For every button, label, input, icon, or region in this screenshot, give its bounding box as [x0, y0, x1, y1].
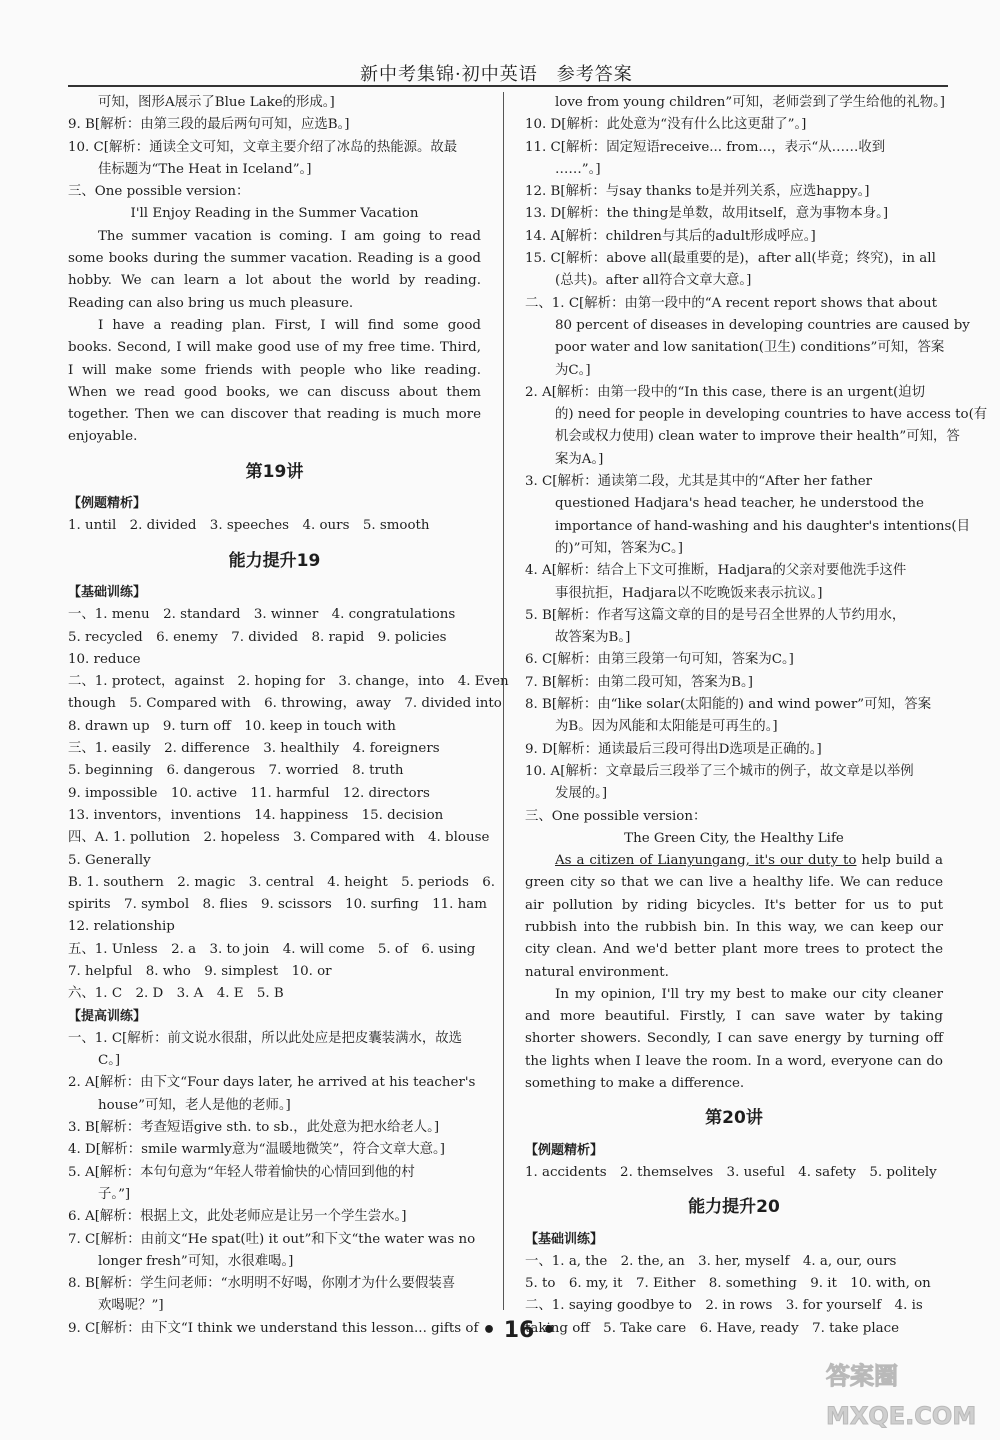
answer-line: ……”。]	[555, 161, 601, 177]
answer-line: 案为A。]	[555, 451, 604, 467]
answer-line: 三、One possible version：	[68, 184, 250, 200]
answer-line: importance of hand-washing and his daughter's intentions(目	[555, 518, 970, 534]
section-title: 能力提升19	[228, 550, 321, 571]
answer-line: 5. Generally	[68, 852, 151, 868]
section-subheading: 【提高训练】	[68, 1008, 147, 1024]
page-header-title: 新中考集锦·初中英语 参考答案	[360, 64, 633, 85]
answer-line: 二、1. C[解析：由第一段中的“A recent report shows that about	[525, 295, 937, 311]
answer-line: 6. A[解析：根据上文，此处老师应是让另一个学生尝水。]	[68, 1209, 407, 1225]
essay-title: I'll Enjoy Reading in the Summer Vacation	[130, 206, 419, 222]
essay-paragraph: I have a reading plan. First, I will find some good books. Second, I will make good use of my free time. Third, I will make some friends with people who like reading. When we read good books, we can discuss about them together. Then we can discover that reading is much more enjoyable.	[68, 317, 481, 445]
section-title: 第20讲	[705, 1108, 763, 1129]
paragraph-text: help build a green city so that we can live a healthy life. We can reduce air pollution by riding bicycles. It's better for us to put rubbish into the rubbish bin. In this way, we can keep our city clean. And we'd better plant more trees to protect the natural environment.	[525, 853, 943, 980]
answer-line: 2. A[解析：由下文“Four days later, he arrived at his teacher's	[68, 1075, 476, 1091]
answer-line: 10. A[解析：文章最后三段举了三个城市的例子，故文章是以举例	[525, 763, 914, 779]
essay-title: The Green City, the Healthy Life	[624, 830, 844, 846]
answer-line: 13. D[解析：the thing是单数，故用itself，意为事物本身。]	[525, 206, 889, 222]
watermark-top-text: 答案圈	[826, 1362, 898, 1390]
answer-line: 一、1. menu 2. standard 3. winner 4. congratulations	[68, 607, 456, 623]
answer-line: 六、1. C 2. D 3. A 4. E 5. B	[68, 986, 284, 1002]
answer-line: 3. C[解析：通读第二段，尤其是其中的“After her father	[525, 474, 873, 490]
answer-line: 佳标题为“The Heat in Iceland”。]	[98, 161, 312, 177]
answer-line: 13. inventors，inventions 14. happiness 15. decision	[68, 807, 444, 823]
answer-line: poor water and low sanitation(卫生) conditions”可知，答案	[555, 340, 945, 356]
answer-line: 4. A[解析：结合上下文可推断，Hadjara的父亲对要他洗手这件	[525, 563, 907, 579]
underlined-phrase: As a citizen of Lianyungang, it's our duty to	[555, 853, 857, 869]
answer-line: 14. A[解析：children与其后的adult形成呼应。]	[525, 228, 816, 244]
section-subheading: 【基础训练】	[525, 1231, 604, 1247]
answer-line: 子。”]	[98, 1186, 131, 1202]
answer-line: 3. B[解析：考查短语give sth. to sb.，此处意为把水给老人。]	[68, 1120, 440, 1136]
answer-line: 为C。]	[555, 362, 591, 378]
answer-line: 二、1. protect，against 2. hoping for 3. change，into 4. Even	[68, 674, 509, 690]
answer-line: longer fresh”可知，水很难喝。]	[98, 1253, 294, 1269]
answer-line: 故答案为B。]	[555, 630, 631, 646]
answer-line: 12. B[解析：与say thanks to是并列关系，应选happy。]	[525, 184, 870, 200]
answer-line: 9. C[解析：由下文“I think we understand this lesson... gifts of	[68, 1320, 479, 1336]
answer-line: 1. accidents 2. themselves 3. useful 4. safety 5. politely	[525, 1164, 937, 1180]
essay-paragraph: In my opinion, I'll try my best to make our city cleaner and more beautiful. Firstly, I can save water by taking shorter showers. Secondly, I can save energy by turning off the lights when I leave the room. In a word, everyone can do something to make a difference.	[525, 986, 943, 1092]
left-column	[68, 92, 509, 1340]
watermark-logo	[820, 1352, 995, 1434]
answer-line: 9. D[解析：通读最后三段可得出D选项是正确的。]	[525, 741, 822, 757]
answer-line: 15. C[解析：above all(最重要的是)，after all(毕竟；终究)，in all	[525, 251, 936, 267]
page-number: • 16 •	[482, 1318, 557, 1343]
answer-line: 5. to 6. my, it 7. Either 8. something 9. it 10. with, on	[525, 1276, 931, 1292]
answer-line: 10. D[解析：此处意为“没有什么比这更甜了”。]	[525, 117, 807, 133]
answer-line: 6. C[解析：由第三段第一句可知，答案为C。]	[525, 652, 794, 668]
answer-line: 一、1. a, the 2. the, an 3. her, myself 4. a, our, ours	[525, 1253, 897, 1269]
essay-paragraph: The summer vacation is coming. I am going to read some books during the summer vacation. Reading is a good hobby. We can learn a lot about the world by reading. Reading can also bring us much pleasure.	[68, 228, 481, 311]
right-column	[525, 92, 988, 1340]
answer-line: 8. B[解析：由“like solar(太阳能的) and wind power”可知，答案	[525, 697, 932, 713]
section-title: 第19讲	[245, 461, 304, 482]
answer-line: 10. C[解析：通读全文可知，文章主要介绍了冰岛的热能源。故最	[68, 139, 458, 155]
answer-line: 机会或权力使用) clean water to improve their health”可知，答	[555, 429, 960, 445]
section-subheading: 【例题精析】	[68, 496, 147, 512]
column-divider	[503, 92, 504, 1310]
answer-line: spirits 7. symbol 8. flies 9. scissors 10. surfing 11. ham	[68, 897, 487, 913]
answer-line: 的)”可知，答案为C。]	[555, 540, 683, 556]
essay-paragraph	[525, 850, 943, 984]
section-subheading: 【例题精析】	[525, 1142, 604, 1158]
answer-line: 为B。因为风能和太阳能是可再生的。]	[555, 719, 778, 735]
answer-line: taking off 5. Take care 6. Have, ready 7. take place	[525, 1320, 900, 1336]
answer-line: C。]	[98, 1053, 121, 1069]
answer-line: 五、1. Unless 2. a 3. to join 4. will come 5. of 6. using	[68, 941, 476, 957]
answer-line: 8. drawn up 9. turn off 10. keep in touch with	[68, 718, 396, 734]
answer-line: 发展的。]	[555, 786, 608, 802]
watermark-bottom-text: MXQE.COM	[826, 1402, 977, 1430]
section-subheading: 【基础训练】	[68, 584, 147, 600]
answer-line: 可知，图形A展示了Blue Lake的形成。]	[98, 95, 335, 110]
answer-line: 事很抗拒，Hadjara以不吃晚饭来表示抗议。]	[555, 585, 823, 601]
answer-line: 5. beginning 6. dangerous 7. worried 8. truth	[68, 763, 404, 779]
answer-line: 12. relationship	[68, 919, 175, 935]
answer-line: 7. helpful 8. who 9. simplest 10. or	[68, 963, 332, 979]
answer-line: 一、1. C[解析：前文说水很甜，所以此处应是把皮囊装满水，故选	[68, 1030, 463, 1046]
answer-line: 5. B[解析：作者写这篇文章的目的是号召全世界的人节约用水，	[525, 607, 906, 623]
answer-line: 5. recycled 6. enemy 7. divided 8. rapid 9. policies	[68, 629, 447, 645]
answer-line: 8. B[解析：学生问老师：“水明明不好喝，你刚才为什么要假装喜	[68, 1276, 456, 1292]
answer-line: 9. impossible 10. active 11. harmful 12. directors	[68, 785, 430, 801]
answer-line: 9. B[解析：由第三段的最后两句可知，应选B。]	[68, 117, 350, 133]
answer-line: 80 percent of diseases in developing countries are caused by	[555, 317, 970, 333]
answer-line: 10. reduce	[68, 651, 141, 667]
answer-line: 11. C[解析：固定短语receive... from...，表示“从……收到	[525, 139, 886, 155]
answer-line: 三、One possible version：	[525, 808, 707, 824]
answer-line: 欢喝呢？”]	[98, 1298, 164, 1314]
answer-line: though 5. Compared with 6. throwing，away 7. divided into	[68, 696, 502, 712]
answer-line: B. 1. southern 2. magic 3. central 4. height 5. periods 6.	[68, 874, 495, 890]
answer-line: love from young children”可知，老师尝到了学生给他的礼物。]	[555, 95, 945, 110]
answer-line: 7. C[解析：由前文“He spat(吐) it out”和下文“the water was no	[68, 1231, 476, 1247]
section-title: 能力提升20	[688, 1197, 780, 1218]
answer-line: 2. A[解析：由第一段中的“In this case, there is an urgent(迫切	[525, 384, 925, 400]
answer-line: 4. D[解析：smile warmly意为“温暖地微笑”，符合文章大意。]	[68, 1142, 445, 1158]
answer-line: 四、A. 1. pollution 2. hopeless 3. Compared with 4. blouse	[68, 830, 490, 846]
answer-line: 5. A[解析：本句句意为“年轻人带着愉快的心情回到他的村	[68, 1164, 415, 1180]
answer-line: questioned Hadjara's head teacher, he understood the	[555, 496, 924, 512]
answer-line: 7. B[解析：由第二段可知，答案为B。]	[525, 674, 753, 690]
answer-line: 三、1. easily 2. difference 3. healthily 4. foreigners	[68, 741, 440, 757]
answer-line: 二、1. saying goodbye to 2. in rows 3. for yourself 4. is	[525, 1298, 923, 1314]
answer-line: (总共)。after all符合文章大意。]	[555, 273, 752, 289]
answer-line: 1. until 2. divided 3. speeches 4. ours 5. smooth	[68, 518, 430, 534]
answer-line: 的) need for people in developing countries to have access to(有	[555, 407, 988, 423]
header-rule	[68, 85, 948, 87]
answer-line: house”可知，老人是他的老师。]	[98, 1097, 291, 1113]
